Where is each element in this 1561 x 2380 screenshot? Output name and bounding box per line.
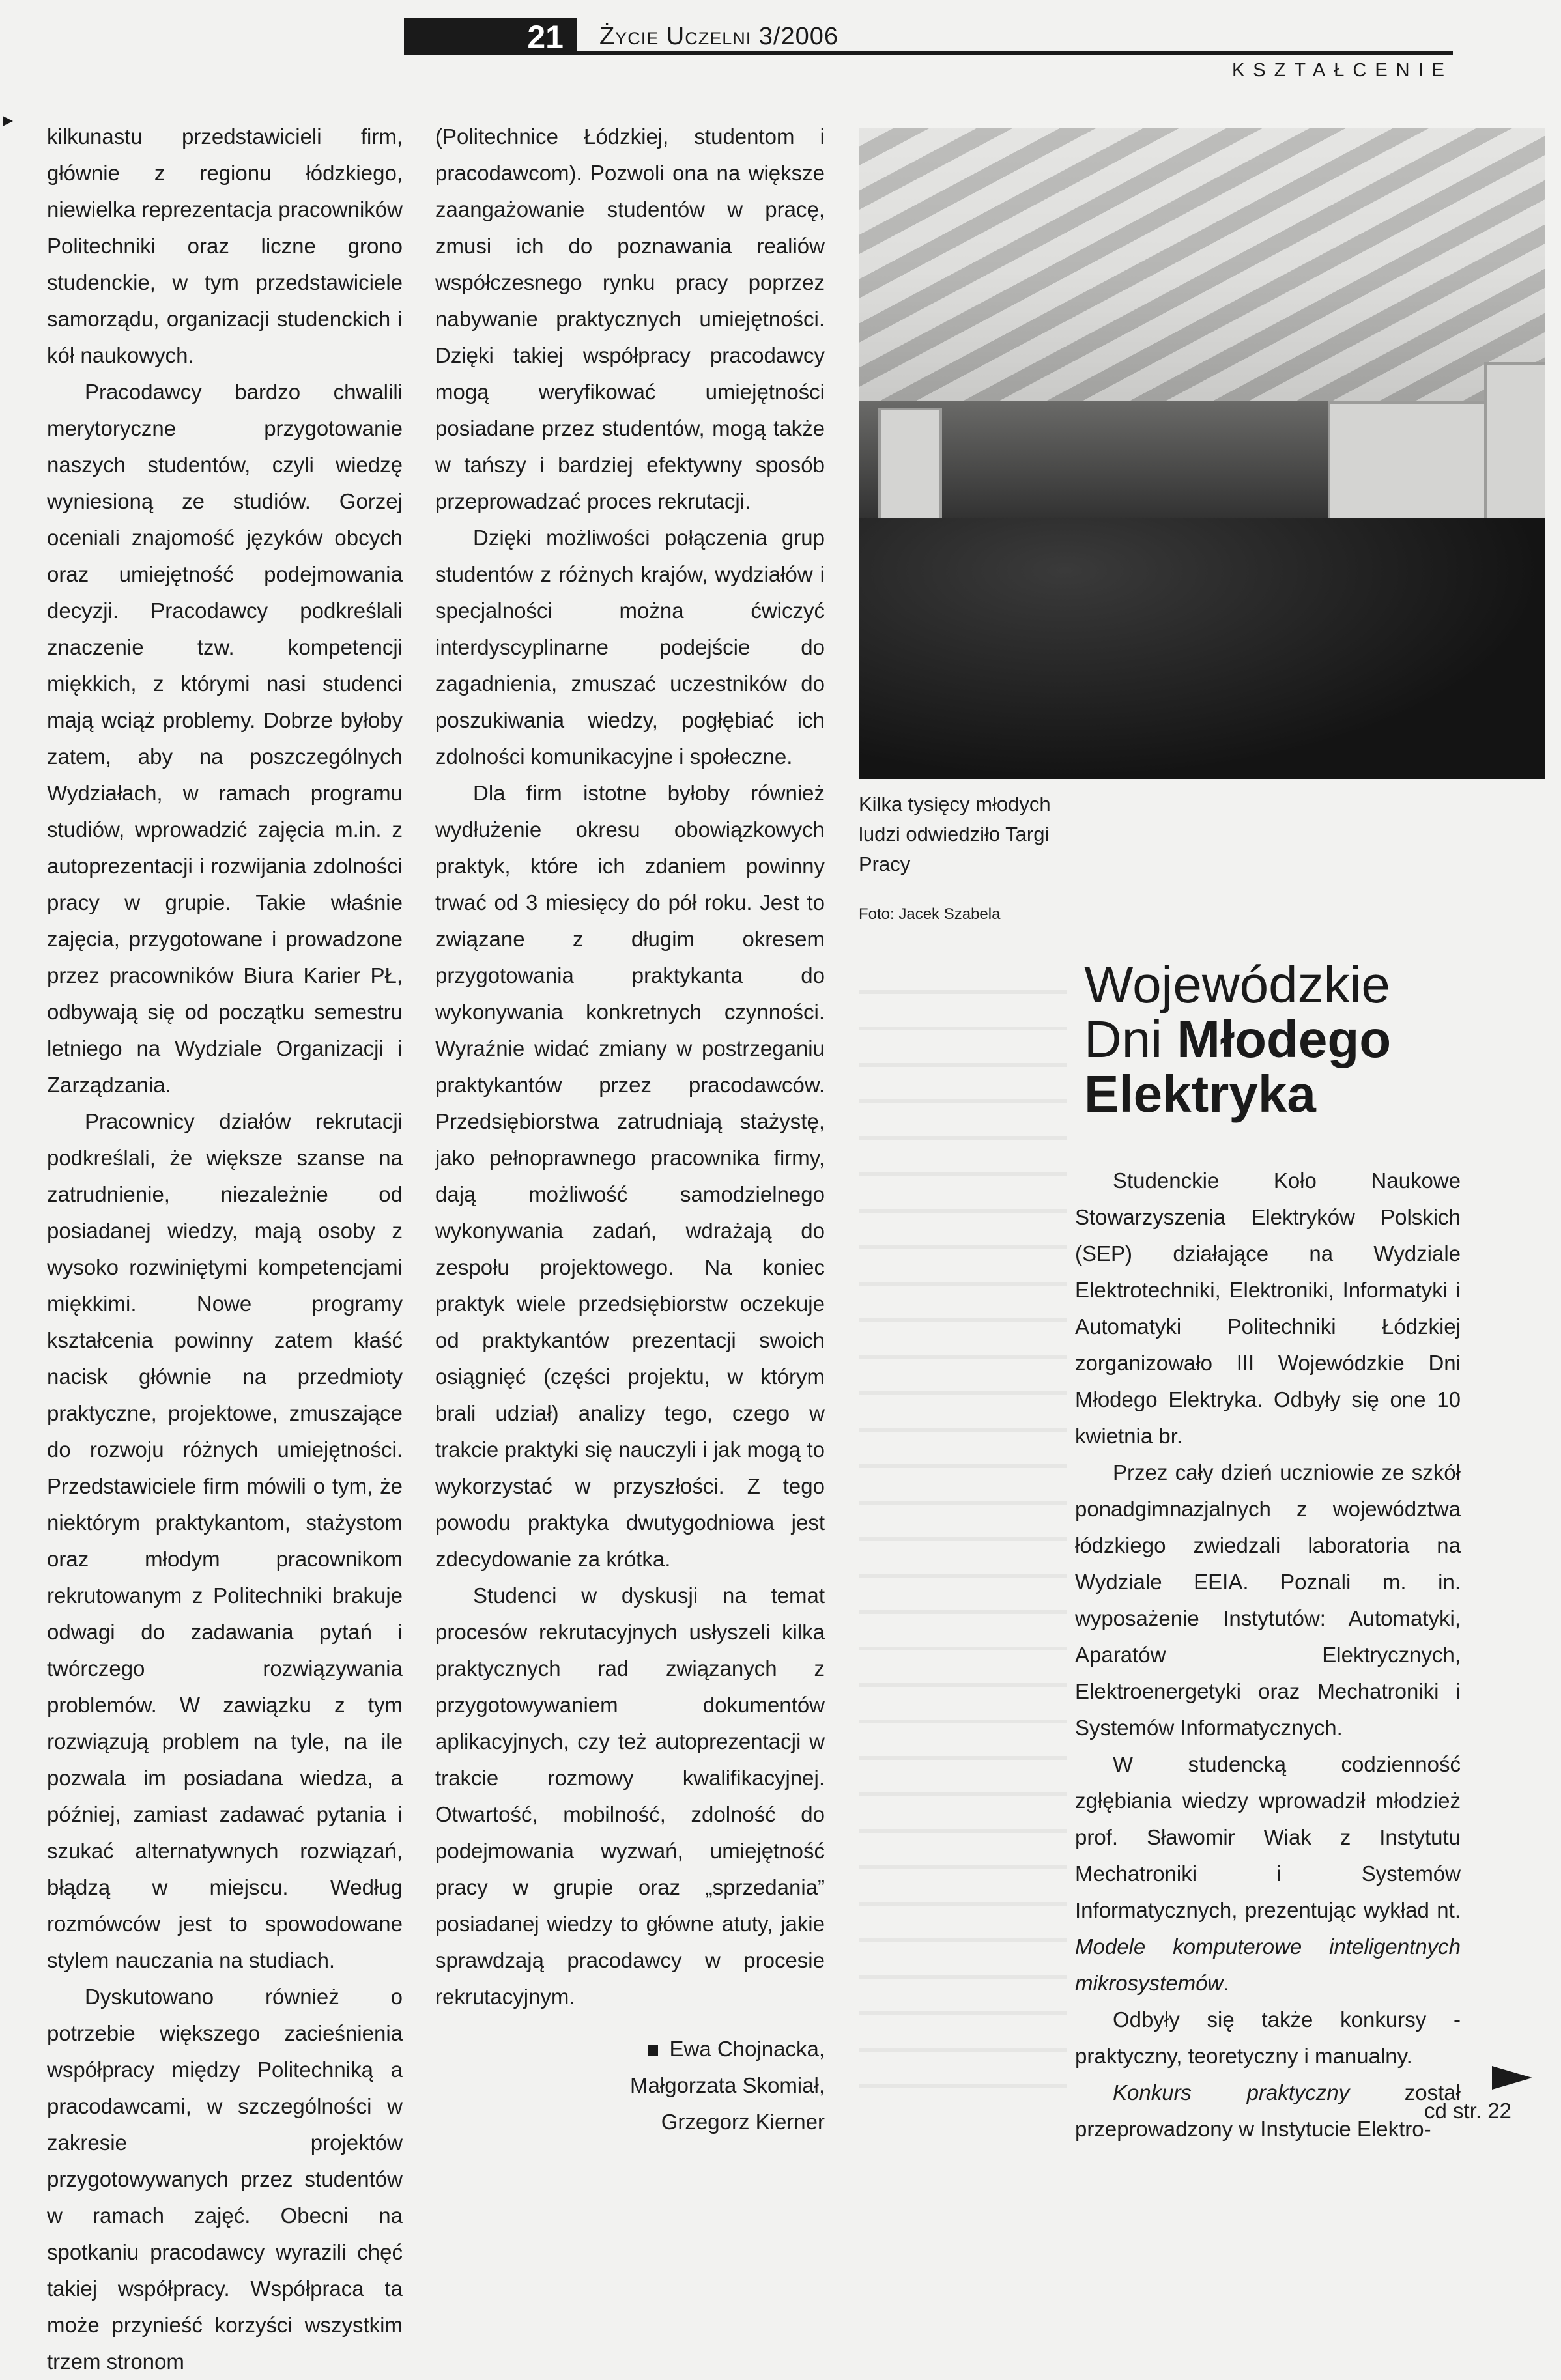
article-authors xyxy=(435,2031,825,2140)
job-fair-photo xyxy=(859,128,1545,779)
paragraph xyxy=(1075,1746,1461,2002)
photo-ceiling xyxy=(859,128,1545,401)
page-header xyxy=(404,18,1453,55)
paragraph: Pracodawcy bardzo chwalili merytoryczne przygotowanie naszych studentów, czyli wiedzę wyniesioną ze studiów. Gorzej oceniali znajomość języków obcych oraz umiejętność podejmowania decyzji. Pracodawcy podkreślali znaczenie tzw. kompetencji miękkich, z którymi nasi studenci mają wciąż problemy. Dobrze byłoby zatem, aby na poszczególnych Wydziałach, w ramach programu studiów, wprowadzić zajęcia m.in. z autoprezentacji i rozwijania zdolności pracy w grupie. Takie właśnie zajęcia, przygotowane i prowadzone przez pracowników Biura Karier PŁ, odbywają się od początku semestru letniego na Wydziale Organizacji i Zarządzania. xyxy=(47,380,403,1097)
paragraph: Dla firm istotne byłoby również wydłużenie okresu obowiązkowych praktyk, które ich zdaniem powinny trwać od 3 miesięcy do pół roku. Jest to związane z długim okresem przygotowania praktykanta do wykonywania konkretnych czynności. Wyraźnie widać zmiany w postrzeganiu praktykantów przez pracodawców. Przedsiębiorstwa zatrudniają stażystę, jako pełnoprawnego pracownika firmy, dają możliwość samodzielnego wykonywania zadań, wdrażają do zespołu projektowego. Na koniec praktyk wiele przedsiębiorstw oczekuje od praktykantów prezentacji swoich osiągnięć (części projektu, w którym brali udział) analizy tego, czego w trakcie praktyki się nauczyli i jak mogą to wykorzystać w przyszłości. Z tego powodu praktyka dwutygodniowa jest zdecydowanie za krótka. xyxy=(435,781,825,1571)
continued-arrow-icon xyxy=(1492,2066,1532,2090)
headline-line: Wojewódzkie xyxy=(1084,956,1390,1013)
author-name: Małgorzata Skomiał, xyxy=(630,2073,825,2097)
journal-name: Życie Uczelni 3/2006 xyxy=(599,23,839,50)
headline-line: Młodego xyxy=(1177,1010,1392,1068)
paragraph-text: . xyxy=(1223,1971,1229,1995)
paragraph-text: został przeprowadzony w Instytucie Elektro- xyxy=(1075,2080,1461,2141)
paragraph: Odbyły się także konkursy - praktyczny, teoretyczny i manualny. xyxy=(1075,2007,1461,2068)
continued-note: cd str. 22 xyxy=(1424,2099,1511,2123)
article-column-2 xyxy=(435,119,825,2015)
paragraph: kilkunastu przedstawicieli firm, głównie z regionu łódzkiego, niewielka reprezentacja pracowników Politechniki oraz liczne grono studenckie, w tym przedstawiciele samorządu, organizacji studenckich i kół naukowych. xyxy=(47,124,403,367)
author-name: Ewa Chojnacka, xyxy=(669,2037,825,2061)
contest-name: Konkurs praktyczny xyxy=(1113,2080,1350,2104)
page-number: 21 xyxy=(404,18,577,52)
photo-caption: Kilka tysięcy młodych ludzi odwiedziło Targi Pracy xyxy=(859,793,1051,875)
continuation-arrow-icon xyxy=(3,116,13,126)
photo-crowd xyxy=(859,518,1545,779)
paragraph: Studenckie Koło Naukowe Stowarzyszenia Elektryków Polskich (SEP) działające na Wydziale Elektrotechniki, Elektroniki, Informatyki i Automatyki Politechniki Łódzkiej zorganizowało III Wojewódzkie Dni Młodego Elektryka. Odbyły się one 10 kwietnia br. xyxy=(1075,1169,1461,1448)
photo-credit: Foto: Jacek Szabela xyxy=(859,905,1001,923)
faded-background-text xyxy=(859,957,1067,2104)
headline-line: Dni xyxy=(1084,1010,1177,1068)
paragraph: Dyskutowano również o potrzebie większego zacieśnienia współpracy między Politechniką a pracodawcami, w szczególności w zakresie projektów przygotowywanych przez studentów w ramach zajęć. Obecni na spotkaniu pracodawcy wyrazili chęć takiej współpracy. Współpraca ta może przynieść korzyści wszystkim trzem stronom xyxy=(47,1985,403,2373)
paragraph: (Politechnice Łódzkiej, studentom i pracodawcom). Pozwoli ona na większe zaangażowanie studentów w pracę, zmusi ich do poznawania realiów współczesnego rynku pracy poprzez nabywanie praktycznych umiejętności. Dzięki takiej współpracy pracodawcy mogą weryfikować umiejętności posiadane przez studentów, mogą także w tańszy i bardziej efektywny sposób przeprowadzać proces rekrutacji. xyxy=(435,124,825,513)
paragraph xyxy=(1075,2075,1461,2147)
lecture-title: Modele komputerowe inteligentnych mikrosystemów xyxy=(1075,1934,1461,1995)
sidebar-column xyxy=(1075,1163,1461,2147)
paragraph: Studenci w dyskusji na temat procesów rekrutacyjnych usłyszeli kilka praktycznych rad związanych z przygotowywaniem dokumentów aplikacyjnych, czy też autoprezentacji w trakcie rozmowy kwalifikacyjnej. Otwartość, mobilność, zdolność do podejmowania wyzwań, umiejętność pracy w grupie oraz „sprzedania” posiadanej wiedzy to główne atuty, jakie sprawdzają pracodawcy w procesie rekrutacyjnym. xyxy=(435,1583,825,2009)
author-name: Grzegorz Kierner xyxy=(661,2110,825,2134)
paragraph-text: W studencką codzienność zgłębiania wiedzy wprowadził młodzież prof. Sławomir Wiak z Instytutu Mechatroniki i Systemów Informatycznych, prezentując wykład nt. xyxy=(1075,1752,1461,1922)
article-column-1 xyxy=(47,119,403,2380)
paragraph: Dzięki możliwości połączenia grup studentów z różnych krajów, wydziałów i specjalności można ćwiczyć interdyscyplinarne podejście do zagadnienia, zmuszać uczestników do poszukiwania wiedzy, pogłębiać ich zdolności komunikacyjne i społeczne. xyxy=(435,526,825,769)
paragraph: Przez cały dzień uczniowie ze szkół ponadgimnazjalnych z województwa łódzkiego zwiedzali laboratoria na Wydziale EEIA. Poznali m. in. wyposażenie Instytutów: Automatyki, Aparatów Elektrycznych, Elektroenergetyki oraz Mechatroniki i Systemów Informatycznych. xyxy=(1075,1460,1461,1740)
section-label: KSZTAŁCENIE xyxy=(1231,60,1453,81)
headline-line: Elektryka xyxy=(1084,1065,1316,1123)
paragraph: Pracownicy działów rekrutacji podkreślali, że większe szanse na zatrudnienie, niezależnie od posiadanej wiedzy, mają osoby z wysoko rozwiniętymi kompetencjami miękkimi. Nowe programy kształcenia powinny zatem kłaść nacisk głównie na przedmioty praktyczne, projektowe, zmuszające do rozwoju różnych umiejętności. Przedstawiciele firm mówili o tym, że niektórym praktykantom, stażystom oraz młodym pracownikom rekrutowanym z Politechniki brakuje odwagi do zadawania pytań i twórczego rozwiązywania problemów. W zawiązku z tym rozwiązują problem na tyle, na ile pozwala im posiadana wiedza, a później, zamiast zadawać pytania i szukać alternatywnych rozwiązań, błądzą w miejscu. Według rozmówców jest to spowodowane stylem nauczania na studiach. xyxy=(47,1109,403,1972)
sidebar-headline xyxy=(1084,957,1501,1122)
bullet-icon xyxy=(648,2045,658,2056)
